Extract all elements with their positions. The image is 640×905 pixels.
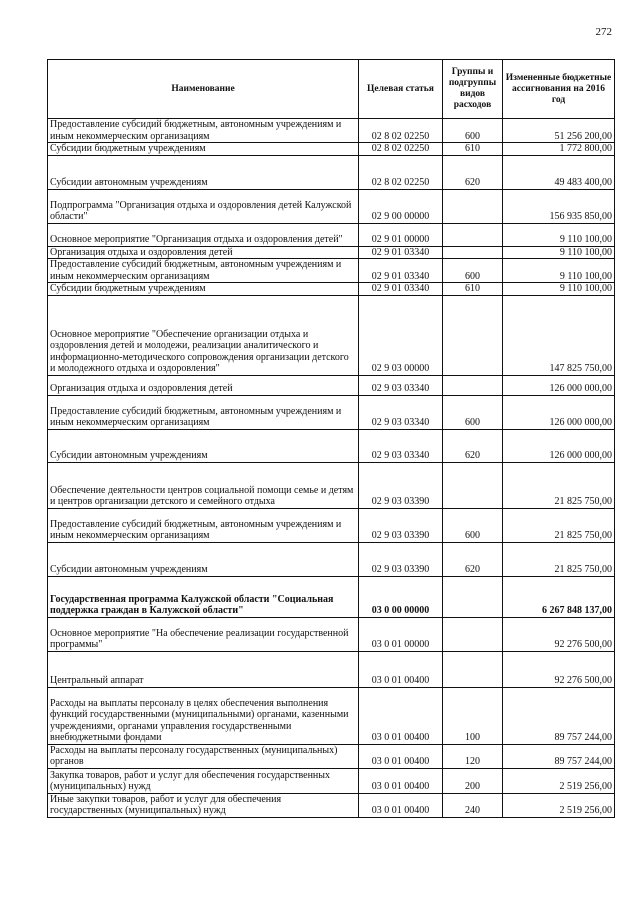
row-expense-group: 610 (443, 283, 503, 296)
row-expense-group: 600 (443, 395, 503, 429)
row-expense-group: 200 (443, 768, 503, 793)
table-row (48, 143, 615, 156)
row-name: Организация отдыха и оздоровления детей (48, 375, 359, 395)
row-amount: 9 110 100,00 (503, 283, 615, 296)
row-target-article: 02 9 03 03390 (359, 542, 443, 576)
table-row (48, 119, 615, 143)
row-amount: 126 000 000,00 (503, 375, 615, 395)
table-row (48, 189, 615, 223)
row-target-article: 03 0 00 00000 (359, 576, 443, 617)
row-name: Государственная программа Калужской области "Социальная поддержка граждан в Калужской области" (48, 576, 359, 617)
table-row (48, 651, 615, 687)
table-row (48, 259, 615, 283)
row-expense-group: 600 (443, 119, 503, 143)
row-name: Субсидии автономным учреждениям (48, 429, 359, 462)
row-expense-group: 240 (443, 793, 503, 817)
row-name: Организация отдыха и оздоровления детей (48, 246, 359, 259)
row-expense-group (443, 375, 503, 395)
row-name: Основное мероприятие "На обеспечение реализации государственной программы" (48, 617, 359, 651)
row-name: Субсидии бюджетным учреждениям (48, 143, 359, 156)
row-name: Обеспечение деятельности центров социальной помощи семье и детям и центров организации детского и семейного отдыха (48, 462, 359, 508)
row-amount: 49 483 400,00 (503, 155, 615, 189)
row-target-article: 02 9 03 03340 (359, 395, 443, 429)
row-target-article: 02 9 03 03340 (359, 429, 443, 462)
header-expense-groups: Группы и подгруппы видов расходов (443, 60, 503, 119)
row-amount: 51 256 200,00 (503, 119, 615, 143)
row-expense-group (443, 617, 503, 651)
row-target-article: 03 0 01 00400 (359, 744, 443, 768)
row-expense-group (443, 576, 503, 617)
row-target-article: 02 8 02 02250 (359, 155, 443, 189)
row-name: Субсидии автономным учреждениям (48, 155, 359, 189)
row-target-article: 02 9 01 03340 (359, 246, 443, 259)
row-name: Основное мероприятие "Обеспечение организации отдыха и оздоровления детей и молодежи, реализации аналитического и информационно-методического сопровождения организации детского и молодежного отдыха и оздоровления" (48, 295, 359, 375)
row-target-article: 02 9 01 03340 (359, 259, 443, 283)
row-amount: 89 757 244,00 (503, 744, 615, 768)
row-name: Субсидии бюджетным учреждениям (48, 283, 359, 296)
row-amount: 9 110 100,00 (503, 223, 615, 246)
row-name: Предоставление субсидий бюджетным, автономным учреждениям и иным некоммерческим организациям (48, 119, 359, 143)
row-name: Предоставление субсидий бюджетным, автономным учреждениям и иным некоммерческим организациям (48, 508, 359, 542)
header-target-article: Целевая статья (359, 60, 443, 119)
table-row (48, 395, 615, 429)
table-row (48, 246, 615, 259)
row-amount: 6 267 848 137,00 (503, 576, 615, 617)
row-expense-group: 620 (443, 429, 503, 462)
row-expense-group (443, 462, 503, 508)
table-row (48, 768, 615, 793)
row-amount: 126 000 000,00 (503, 395, 615, 429)
row-amount: 21 825 750,00 (503, 462, 615, 508)
table-header-row (48, 60, 615, 119)
row-name: Основное мероприятие "Организация отдыха и оздоровления детей" (48, 223, 359, 246)
row-amount: 1 772 800,00 (503, 143, 615, 156)
row-name: Предоставление субсидий бюджетным, автономным учреждениям и иным некоммерческим организациям (48, 395, 359, 429)
row-amount: 92 276 500,00 (503, 617, 615, 651)
row-amount: 21 825 750,00 (503, 508, 615, 542)
row-expense-group: 620 (443, 155, 503, 189)
table-row (48, 576, 615, 617)
table-row (48, 542, 615, 576)
row-expense-group (443, 246, 503, 259)
row-name: Субсидии автономным учреждениям (48, 542, 359, 576)
table-row (48, 155, 615, 189)
row-target-article: 02 9 01 03340 (359, 283, 443, 296)
table-row (48, 617, 615, 651)
page-number: 272 (595, 26, 612, 38)
row-target-article: 02 9 00 00000 (359, 189, 443, 223)
row-expense-group: 610 (443, 143, 503, 156)
row-expense-group (443, 295, 503, 375)
row-expense-group: 600 (443, 259, 503, 283)
row-expense-group (443, 223, 503, 246)
table-row (48, 508, 615, 542)
row-name: Предоставление субсидий бюджетным, автономным учреждениям и иным некоммерческим организациям (48, 259, 359, 283)
row-expense-group (443, 189, 503, 223)
table-body (48, 119, 615, 818)
table-row (48, 295, 615, 375)
row-expense-group: 620 (443, 542, 503, 576)
row-target-article: 02 9 03 03340 (359, 375, 443, 395)
row-target-article: 02 9 03 00000 (359, 295, 443, 375)
table-row (48, 429, 615, 462)
row-name: Иные закупки товаров, работ и услуг для обеспечения государственных (муниципальных) нужд (48, 793, 359, 817)
row-target-article: 03 0 01 00400 (359, 793, 443, 817)
header-amount: Измененные бюджетные ассигнования на 2016 год (503, 60, 615, 119)
budget-table (47, 59, 615, 818)
table-row (48, 375, 615, 395)
table-row (48, 223, 615, 246)
row-amount: 92 276 500,00 (503, 651, 615, 687)
table-row (48, 283, 615, 296)
row-amount: 9 110 100,00 (503, 259, 615, 283)
row-target-article: 02 8 02 02250 (359, 143, 443, 156)
row-target-article: 02 9 01 00000 (359, 223, 443, 246)
header-name: Наименование (48, 60, 359, 119)
table-row (48, 462, 615, 508)
row-target-article: 03 0 01 00400 (359, 651, 443, 687)
row-amount: 156 935 850,00 (503, 189, 615, 223)
row-name: Центральный аппарат (48, 651, 359, 687)
row-amount: 2 519 256,00 (503, 768, 615, 793)
row-target-article: 03 0 01 00400 (359, 687, 443, 744)
row-expense-group: 120 (443, 744, 503, 768)
row-target-article: 02 9 03 03390 (359, 462, 443, 508)
row-amount: 2 519 256,00 (503, 793, 615, 817)
row-name: Расходы на выплаты персоналу государственных (муниципальных) органов (48, 744, 359, 768)
row-target-article: 02 9 03 03390 (359, 508, 443, 542)
row-target-article: 02 8 02 02250 (359, 119, 443, 143)
row-expense-group: 600 (443, 508, 503, 542)
table-row (48, 744, 615, 768)
row-amount: 9 110 100,00 (503, 246, 615, 259)
row-expense-group: 100 (443, 687, 503, 744)
row-name: Закупка товаров, работ и услуг для обеспечения государственных (муниципальных) нужд (48, 768, 359, 793)
row-target-article: 03 0 01 00000 (359, 617, 443, 651)
table-row (48, 687, 615, 744)
table-row (48, 793, 615, 817)
row-amount: 147 825 750,00 (503, 295, 615, 375)
row-target-article: 03 0 01 00400 (359, 768, 443, 793)
row-amount: 21 825 750,00 (503, 542, 615, 576)
row-amount: 126 000 000,00 (503, 429, 615, 462)
row-name: Подпрограмма "Организация отдыха и оздоровления детей Калужской области" (48, 189, 359, 223)
row-name: Расходы на выплаты персоналу в целях обеспечения выполнения функций государственными (муниципальными) органами, казенными учреждениями, органами управления государственными внебюджетными фондами (48, 687, 359, 744)
row-amount: 89 757 244,00 (503, 687, 615, 744)
row-expense-group (443, 651, 503, 687)
